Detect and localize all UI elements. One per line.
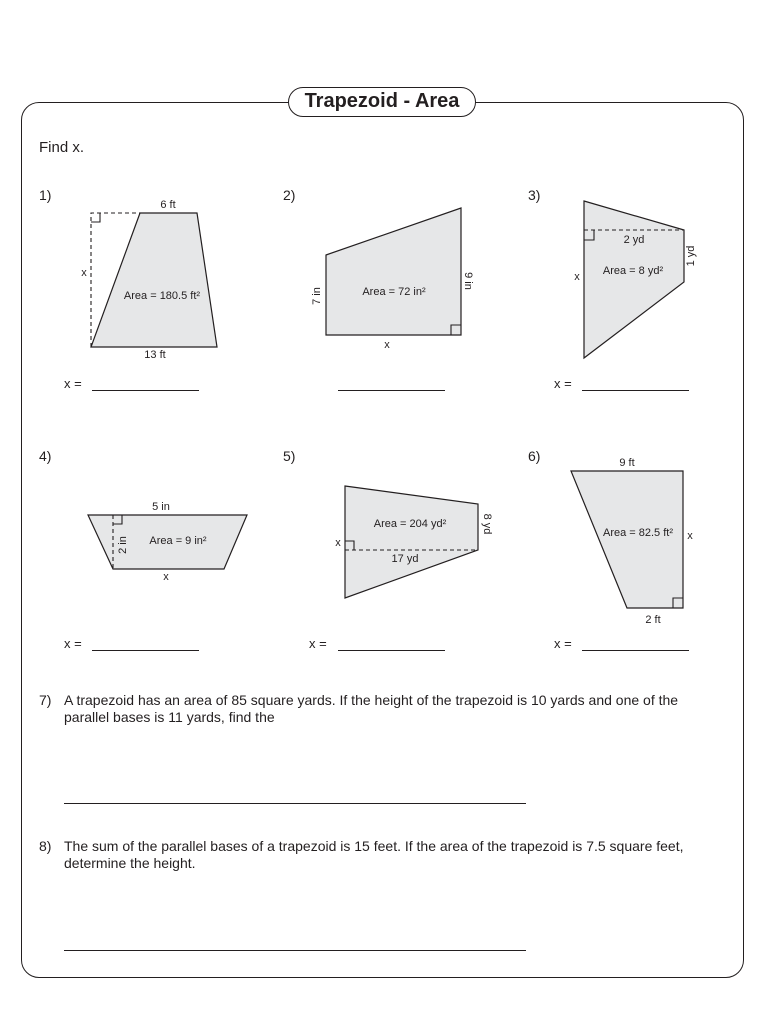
problem-5-number: 5) bbox=[283, 448, 296, 464]
answer-label-4: x = bbox=[64, 636, 82, 651]
answer-line-4[interactable] bbox=[92, 650, 199, 651]
answer-line-1[interactable] bbox=[92, 390, 199, 391]
p1-bottom-label: 13 ft bbox=[144, 349, 166, 361]
p3-height-label: 2 yd bbox=[623, 234, 645, 246]
trapezoid-6 bbox=[571, 471, 683, 608]
answer-label-1: x = bbox=[64, 376, 82, 391]
p1-area-label: Area = 180.5 ft² bbox=[123, 290, 201, 302]
p6-area-label: Area = 82.5 ft² bbox=[602, 527, 674, 539]
problem-7-text: A trapezoid has an area of 85 square yards. If the height of the trapezoid is 10 yards and one of the parallel bases is 11 yards, find the bbox=[64, 692, 679, 725]
p5-height-label: 17 yd bbox=[391, 553, 419, 565]
trapezoid-5 bbox=[345, 486, 478, 598]
p2-bottom-label: x bbox=[384, 339, 390, 351]
worksheet-title: Trapezoid - Area bbox=[288, 87, 476, 117]
p5-right-label: 8 yd bbox=[481, 513, 493, 535]
answer-line-7[interactable] bbox=[64, 803, 526, 804]
problem-7-number: 7) bbox=[39, 692, 52, 708]
trapezoid-1 bbox=[91, 213, 217, 347]
answer-line-8[interactable] bbox=[64, 950, 526, 951]
p4-height-label: 2 in bbox=[117, 536, 129, 554]
p3-area-label: Area = 8 yd² bbox=[602, 265, 664, 277]
p6-right-label: x bbox=[687, 530, 693, 542]
p6-top-label: 9 ft bbox=[619, 457, 635, 469]
p2-left-label: 7 in bbox=[311, 287, 323, 305]
answer-line-5[interactable] bbox=[338, 650, 445, 651]
problem-6-number: 6) bbox=[528, 448, 541, 464]
problem-8-text: The sum of the parallel bases of a trapezoid is 15 feet. If the area of the trapezoid is 7.5 square feet, determine the height. bbox=[64, 838, 684, 871]
p6-bottom-label: 2 ft bbox=[645, 614, 661, 626]
trapezoid-3 bbox=[584, 201, 684, 358]
problem-4-number: 4) bbox=[39, 448, 52, 464]
problem-8-number: 8) bbox=[39, 838, 52, 854]
p4-area-label: Area = 9 in² bbox=[149, 535, 207, 547]
answer-label-3: x = bbox=[554, 376, 572, 391]
problem-2-number: 2) bbox=[283, 187, 296, 203]
answer-line-2[interactable] bbox=[338, 390, 445, 391]
problem-1-number: 1) bbox=[39, 187, 52, 203]
p4-bottom-label: x bbox=[163, 571, 169, 583]
trapezoid-2 bbox=[326, 208, 461, 335]
answer-label-5: x = bbox=[309, 636, 327, 651]
answer-line-6[interactable] bbox=[582, 650, 689, 651]
p2-area-label: Area = 72 in² bbox=[362, 286, 426, 298]
p1-height-label: x bbox=[81, 267, 87, 279]
instruction-text: Find x. bbox=[39, 139, 85, 156]
p4-top-label: 5 in bbox=[152, 501, 170, 513]
p1-top-label: 6 ft bbox=[160, 199, 176, 211]
p2-right-label: 9 in bbox=[462, 272, 474, 290]
answer-label-6: x = bbox=[554, 636, 572, 651]
p3-left-label: x bbox=[574, 271, 580, 283]
p5-area-label: Area = 204 yd² bbox=[373, 518, 447, 530]
problem-3-number: 3) bbox=[528, 187, 541, 203]
answer-line-3[interactable] bbox=[582, 390, 689, 391]
p3-right-label: 1 yd bbox=[685, 245, 697, 267]
p5-left-label: x bbox=[335, 537, 341, 549]
